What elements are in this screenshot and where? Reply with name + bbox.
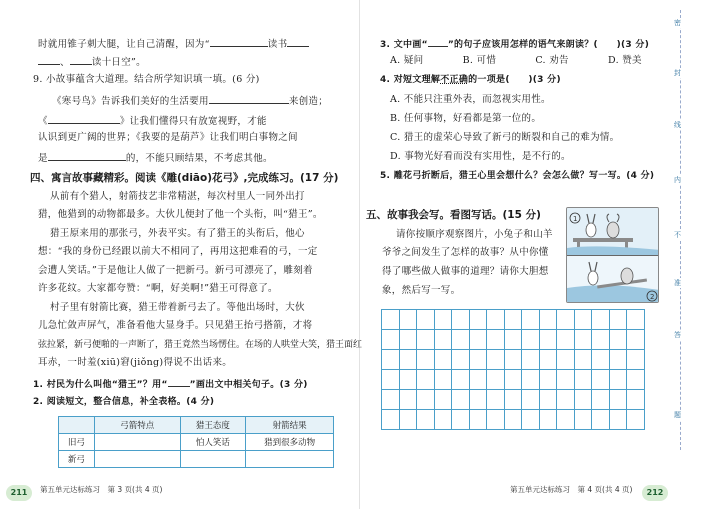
grid-cell[interactable] [382, 410, 400, 430]
grid-cell[interactable] [400, 390, 418, 410]
question-4-option-c: C. 猎王的虚荣心导致了新弓的断裂和自己的难为情。 [390, 132, 620, 143]
question-9-title: 9. 小故事蕴含大道理。结合所学知识填一填。(6 分) [33, 74, 260, 85]
prev-question-line-2: 、 读十日空”。 [38, 55, 146, 69]
writing-grid[interactable] [381, 309, 645, 430]
passage-p2-d: 许多花纹。大家都夸赞：“啊，好美啊!”猎王可得意了。 [38, 283, 278, 294]
grid-cell[interactable] [505, 410, 523, 430]
page-number: 211 [6, 485, 32, 501]
grid-cell[interactable] [417, 350, 435, 370]
seal-char: 不 [674, 231, 681, 239]
table-cell: 新弓 [59, 451, 95, 468]
question-9-line-3: 认识到更广阔的世界；《我要的是葫芦》让我们明白事物之间 [38, 132, 298, 143]
grid-cell[interactable] [557, 370, 575, 390]
table-cell-input[interactable] [246, 451, 334, 468]
grid-cell[interactable] [452, 330, 470, 350]
writing-prompt-1: 请你按顺序观察图片，小兔子和山羊 [396, 229, 553, 240]
grid-cell[interactable] [522, 390, 540, 410]
grid-cell[interactable] [610, 350, 628, 370]
grid-cell[interactable] [505, 390, 523, 410]
grid-cell[interactable] [470, 390, 488, 410]
grid-cell[interactable] [417, 310, 435, 330]
question-9-line-2: 《 》让我们懂得只有放宽视野，才能 [38, 116, 267, 127]
question-4-option-d: D. 事物光好看而没有实用性，是不行的。 [390, 151, 571, 162]
grid-cell[interactable] [382, 370, 400, 390]
grid-row [382, 350, 645, 370]
table-cell: 怕人笑话 [180, 434, 246, 451]
grid-cell[interactable] [557, 390, 575, 410]
grid-cell[interactable] [452, 350, 470, 370]
grid-cell[interactable] [522, 350, 540, 370]
grid-cell[interactable] [627, 410, 645, 430]
grid-cell[interactable] [400, 310, 418, 330]
passage-p2-b: 想：“我的身份已经跟以前大不相同了，再用这把难看的弓，一定 [38, 246, 318, 257]
table-row [59, 434, 334, 451]
section-5-title: 五、故事我会写。看图写话。(15 分) [366, 209, 541, 221]
seal-char: 内 [674, 176, 681, 184]
grid-cell[interactable] [505, 310, 523, 330]
grid-cell[interactable] [610, 390, 628, 410]
passage-p1: 从前有个猎人，射箭技艺非常精湛，每次村里人一同外出打 [50, 191, 305, 202]
grid-cell[interactable] [417, 370, 435, 390]
question-3: 3. 文中画“ ”的句子应该用怎样的语气来朗读？( )(3 分) [380, 37, 649, 51]
grid-cell[interactable] [487, 330, 505, 350]
seal-char: 题 [674, 411, 681, 419]
grid-cell[interactable] [575, 410, 593, 430]
grid-cell[interactable] [540, 390, 558, 410]
table-cell-input[interactable] [180, 451, 246, 468]
writing-prompt-3: 得了哪些做人做事的道理？请你大胆想 [382, 266, 549, 277]
grid-cell[interactable] [610, 410, 628, 430]
question-9-line-4: 是 的，不能只顾结果，不考虑其他。 [38, 153, 273, 164]
grid-cell[interactable] [470, 310, 488, 330]
rabbit-goat-illustration-icon [567, 208, 659, 303]
table-header: 弓箭特点 [94, 417, 180, 434]
writing-prompt-4: 象，然后写一写。 [382, 285, 461, 296]
grid-cell[interactable] [540, 310, 558, 330]
grid-cell[interactable] [382, 330, 400, 350]
passage-p3: 村子里有射箭比赛，猎王带着新弓去了。等他出场时，大伙 [50, 302, 305, 313]
grid-cell[interactable] [557, 350, 575, 370]
grid-cell[interactable] [487, 390, 505, 410]
grid-cell[interactable] [452, 310, 470, 330]
seal-char: 密 [674, 19, 681, 27]
question-9-line-1: 《寒号鸟》告诉我们美好的生活要用 来创造； [52, 96, 329, 107]
svg-text:1: 1 [573, 215, 578, 223]
grid-cell[interactable] [470, 350, 488, 370]
grid-cell[interactable] [627, 390, 645, 410]
grid-cell[interactable] [470, 410, 488, 430]
grid-cell[interactable] [435, 410, 453, 430]
question-2: 2. 阅读短文，整合信息，补全表格。(4 分) [33, 397, 215, 407]
question-4: 4. 对短文理解不正确的一项是( )(3 分) [380, 75, 561, 85]
seal-char: 答 [674, 331, 681, 339]
table-cell: 旧弓 [59, 434, 95, 451]
passage-p3-c: 弦拉紧，新弓便啪的一声断了，猎王竟然当场愣住。在场的人哄堂大笑，猎王面红 [38, 340, 363, 350]
grid-cell[interactable] [452, 370, 470, 390]
grid-cell[interactable] [382, 310, 400, 330]
page-number: 212 [642, 485, 668, 501]
grid-cell[interactable] [522, 370, 540, 390]
grid-cell[interactable] [592, 410, 610, 430]
grid-cell[interactable] [487, 310, 505, 330]
grid-cell[interactable] [487, 370, 505, 390]
grid-cell[interactable] [452, 390, 470, 410]
table-row [59, 451, 334, 468]
grid-cell[interactable] [522, 310, 540, 330]
grid-row [382, 370, 645, 390]
grid-cell[interactable] [400, 330, 418, 350]
grid-row [382, 330, 645, 350]
seal-char: 准 [674, 279, 681, 287]
grid-cell[interactable] [435, 310, 453, 330]
grid-cell[interactable] [575, 370, 593, 390]
question-3-options: A. 疑问 B. 可惜 C. 劝告 D. 赞美 [390, 55, 642, 66]
grid-cell[interactable] [575, 310, 593, 330]
grid-cell[interactable] [400, 350, 418, 370]
grid-cell[interactable] [522, 410, 540, 430]
story-illustration [566, 207, 659, 303]
table-cell-input[interactable] [94, 434, 180, 451]
grid-cell[interactable] [417, 410, 435, 430]
table-header: 猎王态度 [180, 417, 246, 434]
grid-cell[interactable] [557, 410, 575, 430]
question-4-option-b: B. 任何事物，好看都是第一位的。 [390, 113, 542, 124]
grid-cell[interactable] [610, 330, 628, 350]
prev-question-line-1: 时就用锥子刺大腿，让自己清醒，因为“ 读书 [38, 37, 309, 51]
table-cell-input[interactable] [94, 451, 180, 468]
svg-text:2: 2 [650, 293, 655, 301]
grid-cell[interactable] [592, 330, 610, 350]
grid-cell[interactable] [540, 370, 558, 390]
question-1: 1. 村民为什么叫他“猎王”？用“ ”画出文中相关句子。(3 分) [33, 377, 308, 391]
grid-cell[interactable] [540, 350, 558, 370]
grid-cell[interactable] [505, 350, 523, 370]
passage-p3-d: 耳赤，一时羞(xiū)窘(jiǒng)得说不出话来。 [38, 357, 233, 368]
grid-cell[interactable] [592, 350, 610, 370]
grid-cell[interactable] [627, 350, 645, 370]
grid-cell[interactable] [575, 350, 593, 370]
seal-char: 线 [674, 121, 681, 129]
grid-cell[interactable] [557, 310, 575, 330]
grid-cell[interactable] [417, 330, 435, 350]
grid-cell[interactable] [382, 350, 400, 370]
passage-p3-b: 儿急忙敛声屏气，准备看他大显身手。只见猎王抬弓搭箭，才将 [38, 320, 313, 331]
grid-cell[interactable] [505, 330, 523, 350]
grid-row [382, 390, 645, 410]
grid-row [382, 310, 645, 330]
section-4-title: 四、寓言故事藏精彩。阅读《雕(diāo)花弓》,完成练习。(17 分) [30, 172, 339, 184]
grid-cell[interactable] [435, 330, 453, 350]
grid-cell[interactable] [610, 310, 628, 330]
grid-cell[interactable] [522, 330, 540, 350]
grid-cell[interactable] [382, 390, 400, 410]
seal-char: 封 [674, 69, 681, 77]
grid-cell[interactable] [470, 370, 488, 390]
grid-cell[interactable] [505, 370, 523, 390]
page-footer: 第五单元达标练习 第 3 页(共 4 页) [40, 485, 163, 494]
question-5: 5. 雕花弓折断后，猎王心里会想什么？会怎么做？写一写。(4 分) [380, 171, 655, 181]
grid-cell[interactable] [435, 350, 453, 370]
grid-cell[interactable] [592, 310, 610, 330]
grid-cell[interactable] [435, 370, 453, 390]
grid-cell[interactable] [470, 330, 488, 350]
grid-cell[interactable] [435, 390, 453, 410]
grid-cell[interactable] [557, 330, 575, 350]
passage-p1-b: 猎，他猎到的动物都最多。大伙儿便封了他一个头衔，叫“猎王”。 [38, 209, 323, 220]
writing-prompt-2: 爷爷之间发生了怎样的故事？从中你懂 [382, 247, 549, 258]
grid-cell[interactable] [540, 410, 558, 430]
grid-cell[interactable] [417, 390, 435, 410]
table-header: 射箭结果 [246, 417, 334, 434]
grid-cell[interactable] [487, 350, 505, 370]
table-header-row [59, 417, 334, 434]
grid-cell[interactable] [575, 330, 593, 350]
grid-cell[interactable] [575, 390, 593, 410]
grid-cell[interactable] [627, 370, 645, 390]
grid-cell[interactable] [592, 390, 610, 410]
table-cell: 猎到很多动物 [246, 434, 334, 451]
grid-row [382, 410, 645, 430]
grid-cell[interactable] [627, 330, 645, 350]
passage-p2-c: 会遭人笑话。”于是他让人做了一把新弓。新弓可漂亮了，雕刻着 [38, 265, 313, 276]
grid-cell[interactable] [540, 330, 558, 350]
grid-cell[interactable] [487, 410, 505, 430]
grid-cell[interactable] [400, 370, 418, 390]
table-header [59, 417, 95, 434]
grid-cell[interactable] [452, 410, 470, 430]
grid-cell[interactable] [627, 310, 645, 330]
grid-cell[interactable] [400, 410, 418, 430]
grid-cell[interactable] [592, 370, 610, 390]
passage-p2: 猎王原来用的那张弓，外表平实。有了猎王的头衔后，他心 [50, 228, 305, 239]
grid-cell[interactable] [610, 370, 628, 390]
seal-line-strip [666, 10, 696, 450]
page-footer: 第五单元达标练习 第 4 页(共 4 页) [510, 485, 633, 494]
info-table [58, 416, 334, 468]
question-4-option-a: A. 不能只注重外表，而忽视实用性。 [390, 94, 551, 105]
